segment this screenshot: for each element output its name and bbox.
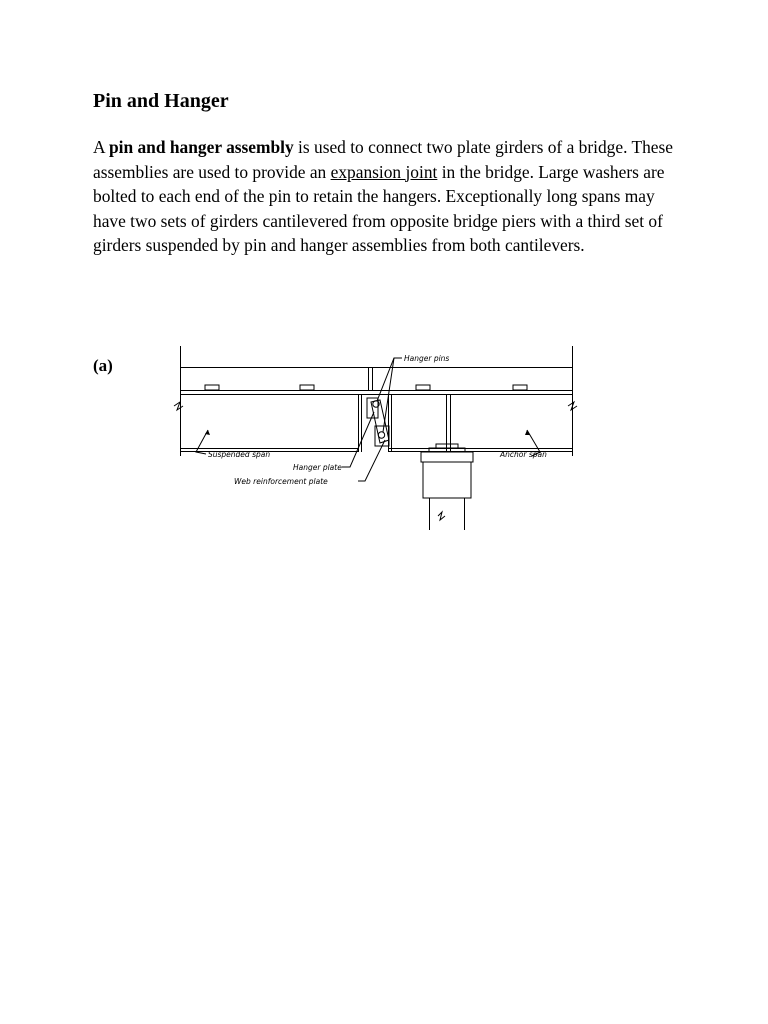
paragraph-text-2: is used to connect two plate girders of a bridge. These assemblies are used to provide an <box>93 137 673 182</box>
pier-break-mark <box>438 512 445 520</box>
diagram-svg <box>172 344 582 534</box>
body-paragraph <box>93 135 683 258</box>
page-title: Pin and Hanger <box>93 90 229 112</box>
deck-pad <box>205 385 219 390</box>
label-suspended-span: Suspended span <box>208 450 271 459</box>
left-break-mark <box>174 402 183 410</box>
label-web-reinforcement-plate: Web reinforcement plate <box>234 477 328 486</box>
pin-and-hanger-diagram <box>172 344 582 534</box>
figure-label: (a) <box>93 356 113 375</box>
expansion-joint-link[interactable]: expansion joint <box>330 161 438 182</box>
paragraph-text-3: in the bridge. Large washers are bolted to each end of the pin to retain the hangers. Exceptionally long spans may have two sets of girders cantilevered from opposite bridge piers with a third set of girders suspended by pin and hanger assemblies from both cantilevers. <box>93 161 665 256</box>
deck-pad <box>416 385 430 390</box>
pier-cap-top <box>421 452 473 462</box>
hanger-pin-lower <box>378 432 384 438</box>
right-break-mark <box>568 402 577 410</box>
bold-term: pin and hanger assembly <box>108 137 294 157</box>
deck-pad <box>300 385 314 390</box>
label-anchor-span: Anchor span <box>500 450 547 459</box>
pier-cap <box>423 462 471 498</box>
deck-pad <box>513 385 527 390</box>
label-hanger-plate: Hanger plate <box>293 463 342 472</box>
paragraph-text-1: A <box>93 137 109 157</box>
label-hanger-pins: Hanger pins <box>404 354 450 363</box>
